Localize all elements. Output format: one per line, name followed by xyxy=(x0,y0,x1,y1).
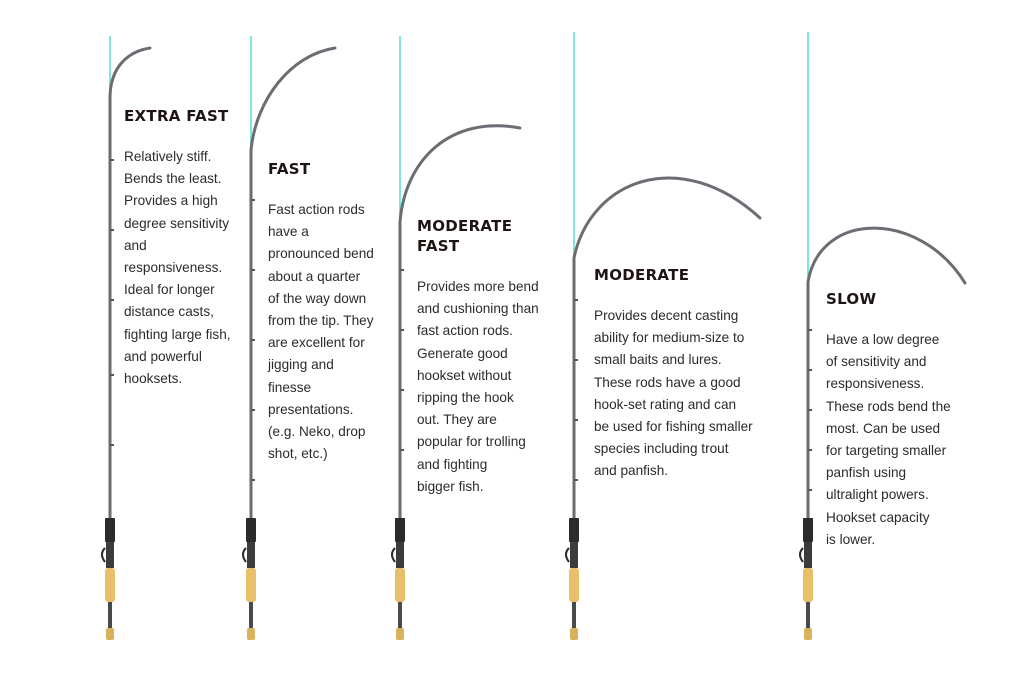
fast-butt-cap xyxy=(247,628,255,640)
slow-grip xyxy=(803,568,813,602)
extra-fast-trigger xyxy=(102,548,105,562)
slow-title: SLOW xyxy=(826,290,877,308)
extra-fast-butt-cap xyxy=(106,628,114,640)
moderate-fast-handle-collar xyxy=(396,542,404,568)
moderate-fast-title: MODERATE FAST xyxy=(417,217,513,255)
extra-fast-rod-tip xyxy=(110,48,150,98)
moderate-fast-panel xyxy=(417,216,562,498)
fast-trigger xyxy=(243,548,246,562)
moderate-fast-trigger xyxy=(392,548,395,562)
fast-rod-tip xyxy=(251,48,335,150)
moderate-grip xyxy=(569,568,579,602)
fast-title: FAST xyxy=(268,160,311,178)
moderate-fast-butt-cap xyxy=(396,628,404,640)
extra-fast-reel-seat xyxy=(105,518,115,542)
slow-description: Have a low degree of sensitivity and responsiveness. These rods bend the most. Can be used for targeting smaller panfish using ultralight powers. Hookset capacity is lower. xyxy=(826,332,951,547)
moderate-fast-description: Provides more bend and cushioning than fast action rods. Generate good hookset without ripping the hook out. They are popular for trolling and fighting bigger fish. xyxy=(417,279,539,494)
moderate-fast-reel-seat xyxy=(395,518,405,542)
extra-fast-panel xyxy=(124,106,254,390)
fast-reel-seat xyxy=(246,518,256,542)
moderate-description: Provides decent casting ability for medium-size to small baits and lures. These rods have a good hook-set rating and can be used for fishing smaller species including trout and panfish. xyxy=(594,308,753,479)
moderate-reel-seat xyxy=(569,518,579,542)
slow-rod-tip xyxy=(808,228,965,283)
slow-butt-cap xyxy=(804,628,812,640)
slow-reel-seat xyxy=(803,518,813,542)
fast-butt-section xyxy=(249,602,253,628)
moderate-handle-collar xyxy=(570,542,578,568)
slow-panel xyxy=(826,289,976,551)
extra-fast-handle-collar xyxy=(106,542,114,568)
fast-handle-collar xyxy=(247,542,255,568)
moderate-panel xyxy=(594,265,784,483)
slow-handle-collar xyxy=(804,542,812,568)
moderate-title: MODERATE xyxy=(594,266,690,284)
slow-butt-section xyxy=(806,602,810,628)
moderate-fast-butt-section xyxy=(398,602,402,628)
fast-panel xyxy=(268,159,393,465)
extra-fast-description: Relatively stiff. Bends the least. Provides a high degree sensitivity and responsiveness. Ideal for longer distance casts, fighting large fish, and powerful hooksets. xyxy=(124,149,231,387)
moderate-butt-section xyxy=(572,602,576,628)
slow-trigger xyxy=(800,548,803,562)
fast-grip xyxy=(246,568,256,602)
extra-fast-title: EXTRA FAST xyxy=(124,107,229,125)
moderate-butt-cap xyxy=(570,628,578,640)
moderate-trigger xyxy=(566,548,569,562)
moderate-fast-rod-tip xyxy=(400,126,520,222)
moderate-fast-grip xyxy=(395,568,405,602)
extra-fast-grip xyxy=(105,568,115,602)
fast-description: Fast action rods have a pronounced bend about a quarter of the way down from the tip. They are excellent for jigging and finesse presentations. (e.g. Neko, drop shot, etc.) xyxy=(268,202,374,462)
moderate-rod-tip xyxy=(574,178,760,258)
extra-fast-butt-section xyxy=(108,602,112,628)
